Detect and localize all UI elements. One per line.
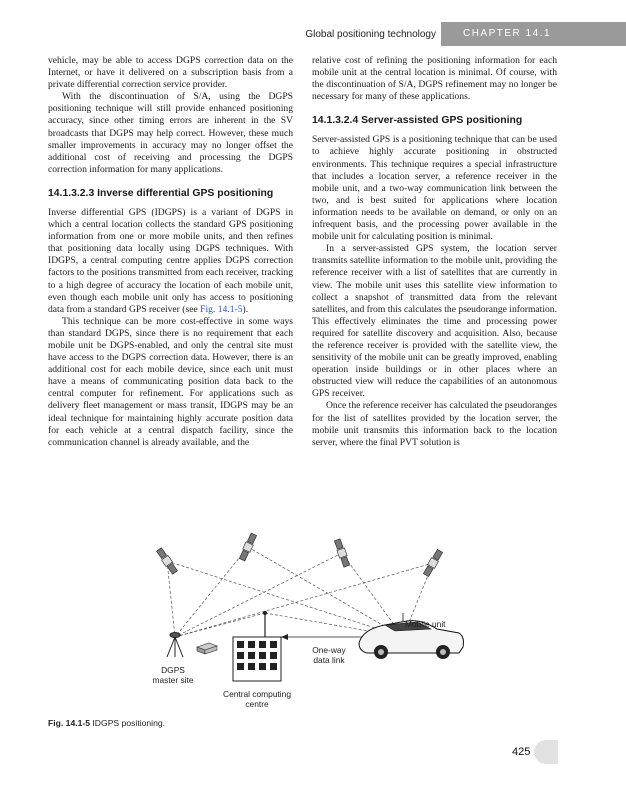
caption-number: Fig. 14.1-5	[48, 718, 91, 728]
caption-text: IDGPS positioning.	[92, 718, 166, 728]
radio-mast-icon	[264, 612, 267, 640]
section-heading-server-assisted: 14.1.3.2.4 Server-assisted GPS positioning	[312, 115, 523, 127]
running-head: Global positioning technology	[305, 29, 436, 40]
figure-caption	[48, 718, 165, 728]
label-central-line-1: Central computing	[223, 689, 291, 699]
receiver-box-icon	[197, 643, 217, 654]
dgps-antenna-tripod-icon	[167, 633, 183, 658]
right-paragraph-3: In a server-assisted GPS system, the location server transmits satellite information to the mobile unit, providing the reference receiver with a list of satellites that are currently in view. The mobile unit uses this satellite view information to collect a snapshot of transmitted data from the relevant satellites, and from this calculates the pseudorange information. This effectively eliminates the time and processing power required for satellite discovery and acquisition. Also, because the reference receiver is provided with the satellite view, the sensitivity of the mobile unit can be greatly improved, enabling operation inside buildings or in other places where an obstructed view will reduce the capabilities of an autonomous GPS receiver.	[312, 243, 557, 400]
satellite-icon	[423, 549, 444, 577]
page-header	[0, 0, 626, 46]
chapter-label: CHAPTER 14.1	[463, 28, 552, 39]
left-paragraph-1: vehicle, may be able to access DGPS correction data on the Internet, or have it delivered on a subscription basis from a private differential correction service provider.	[48, 55, 293, 91]
label-central-line-2: centre	[245, 699, 269, 709]
idgps-figure	[145, 525, 485, 715]
label-dgps-master-site	[137, 665, 209, 685]
left-paragraph-3	[48, 207, 293, 316]
label-one-way-line-1: One-way	[312, 645, 346, 655]
figure-reference-link[interactable]: Fig. 14.1-5	[200, 303, 243, 315]
left-paragraph-2: With the discontinuation of S/A, using the DGPS positioning technique will still provide enhanced positioning accuracy, since other timing errors are inherent in the SV broadcasts that DGPS may help correct. However, these much smaller improvements in accuracy may no longer offset the additional cost of receiving and processing the DGPS correction information for many applications.	[48, 91, 293, 175]
label-mobile-unit: Mobile unit	[405, 619, 446, 629]
satellite-icon	[156, 547, 179, 575]
label-one-way-data-link	[303, 645, 355, 665]
label-dgps-line-1: DGPS	[161, 665, 185, 675]
label-one-way-line-2: data link	[313, 655, 345, 665]
satellite-icon	[238, 533, 257, 562]
left-paragraph-3-text: Inverse differential GPS (IDGPS) is a variant of DGPS in which a central location collects the standard GPS positioning information from one or more mobile units, and then refines that positioning data locally using DGPS techniques. With IDGPS, a central computing centre applies DGPS correction factors to the positions transmitted from each receiver, tracking to a high degree of accuracy the location of each mobile unit, even though each mobile unit only has access to positioning data from a standard GPS receiver (see	[48, 206, 293, 315]
right-paragraph-2: Server-assisted GPS is a positioning technique that can be used to achieve highly accurate positioning in obstructed environments. This technique requires a special infrastructure that includes a location server, a reference receiver in the mobile unit, and a two-way communication link between the two, and is best suited for applications where location information needs to be available on demand, or only on an infrequent basis, and the processing power available in the mobile unit for calculating position is minimal.	[312, 134, 557, 243]
page-number: 425	[512, 746, 531, 758]
left-paragraph-3-end: ).	[242, 303, 249, 315]
right-paragraph-1: relative cost of refining the positioning information for each mobile unit at the central location is minimal. Of course, with the discontinuation of S/A, DGPS refinement may no longer be necessary for many of these applications.	[312, 55, 557, 103]
right-column	[312, 55, 557, 449]
right-paragraph-4: Once the reference receiver has calculated the pseudoranges for the list of satellites provided by the location server, the mobile unit transmits this information back to the location server, where the final PVT solution is	[312, 400, 557, 448]
left-paragraph-4: This technique can be more cost-effective in some ways than standard DGPS, since there is no requirement that each mobile unit be DGPS-enabled, and only the central site must have access to the DGPS correction data. However, there is an additional cost for each mobile device, since each unit must have a means of communicating position data back to the central computer for refinement. For applications such as delivery fleet management or mass transit, IDGPS may be an ideal technique for maintaining highly accurate position data for each vehicle at a central dispatch facility, since the communication channel is already available, and the	[48, 315, 293, 448]
left-column	[48, 55, 293, 449]
label-dgps-line-2: master site	[152, 675, 194, 685]
chapter-tab	[441, 22, 626, 46]
satellite-icon	[333, 538, 350, 567]
data-link-arrow-icon	[281, 634, 373, 640]
central-building-icon	[233, 637, 281, 681]
page-tab	[534, 740, 558, 764]
section-heading-idgps: 14.1.3.2.3 Inverse differential GPS positioning	[48, 187, 274, 199]
label-central-computing-centre	[207, 689, 307, 709]
